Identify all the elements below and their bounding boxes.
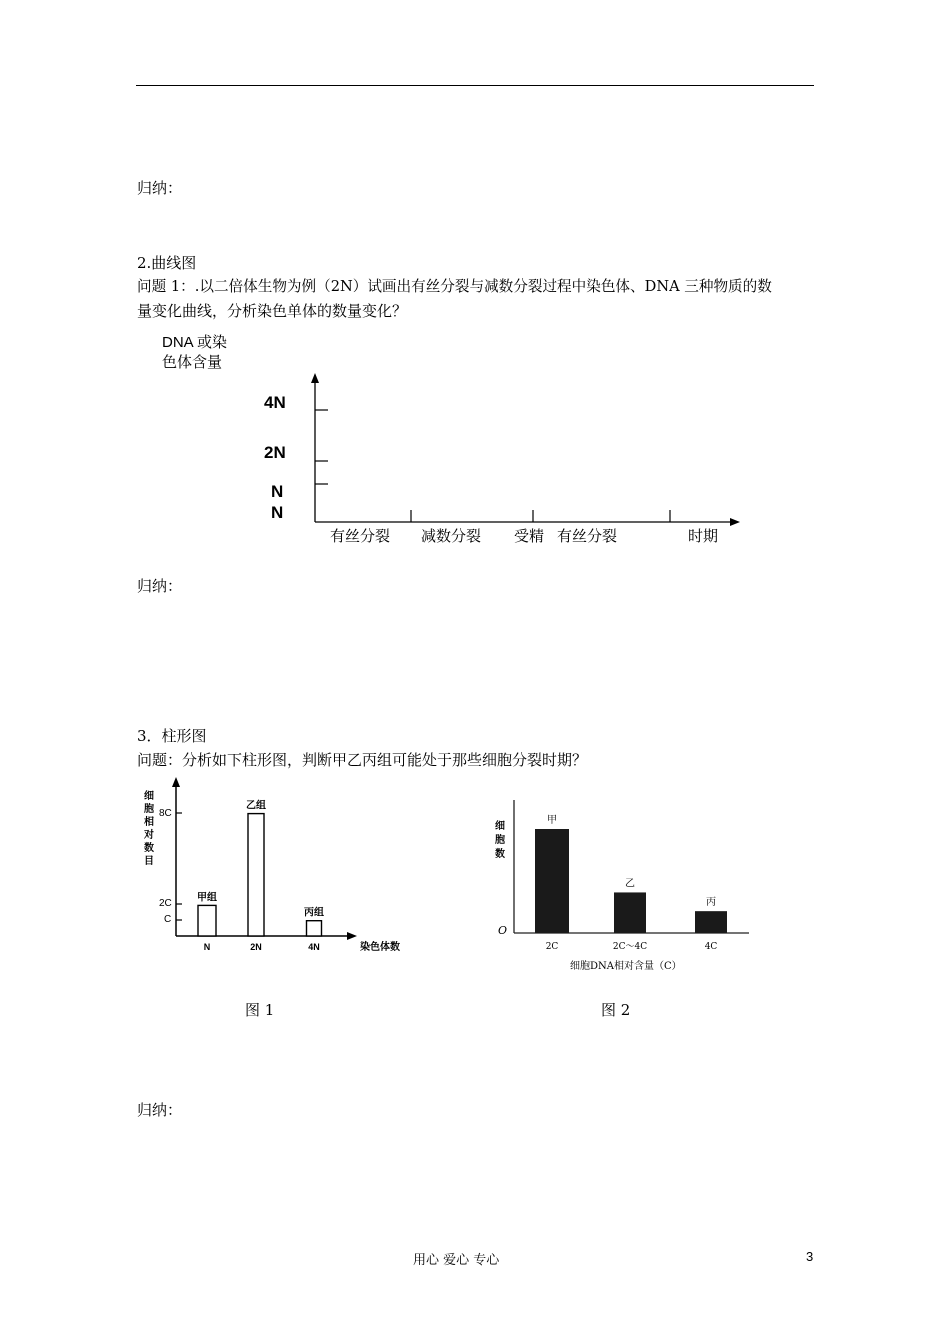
fig2-x-tick-label: 2C～4C [612, 942, 648, 952]
fig2-y-title-char: 细 [495, 821, 505, 832]
figure-1-caption: 图 1 [245, 1001, 275, 1019]
fig1-y-tick-2c: 2C [159, 898, 172, 909]
fig1-x-tick-label: 4N [308, 942, 320, 952]
fig1-bar-label: 丙组 [304, 907, 324, 919]
curve-x-label-mitosis-1: 有丝分裂 [330, 527, 391, 545]
fig2-y-title [495, 820, 507, 862]
fig1-y-title-char: 胞 [144, 804, 154, 815]
fig1-x-tick-label: 2N [250, 942, 262, 952]
fig1-y-tick-8c: 8C [159, 808, 172, 819]
page-number: 3 [806, 1249, 814, 1264]
fig1-x-tick-label: N [203, 942, 211, 952]
fig2-bar [535, 829, 569, 933]
footer-slogan: 用心 爱心 专心 [413, 1253, 500, 1268]
fig1-y-tick-c: C [164, 914, 172, 925]
curve-y-tick-n-2: N [271, 503, 284, 522]
question-3: 问题：分析如下柱形图，判断甲乙丙组可能处于那些细胞分裂时期？ [137, 751, 588, 769]
fig2-y-title-char: 数 [495, 849, 505, 860]
figure-2-caption: 图 2 [601, 1001, 631, 1019]
fig2-bar-label: 丙 [706, 897, 716, 909]
fig1-x-title: 染色体数 [360, 942, 400, 953]
fig1-y-title-char: 目 [144, 856, 154, 867]
fig2-bar-label: 甲 [547, 815, 557, 826]
curve-y-tick-4n: 4N [264, 393, 286, 412]
curve-x-label-mitosis-2: 有丝分裂 [557, 527, 618, 545]
curve-y-tick-2n: 2N [264, 443, 286, 462]
fig2-bar [695, 911, 727, 933]
fig1-y-title-char: 相 [144, 817, 154, 828]
fig2-x-tick-label: 2C [545, 942, 559, 952]
curve-y-title-line-1: DNA 或染 [162, 334, 228, 351]
summary-label-2: 归纳： [137, 577, 183, 595]
fig1-y-title-char: 数 [144, 843, 154, 854]
fig2-bar-label: 乙 [625, 878, 635, 890]
fig1-bar-label: 甲组 [197, 892, 217, 904]
summary-label-1: 归纳： [137, 179, 183, 197]
fig2-x-tick-label: 4C [704, 942, 718, 952]
fig2-bar [614, 892, 646, 933]
question-1-line-2: 量变化曲线，分析染色单体的数量变化？ [137, 302, 408, 320]
question-1-line-1: 问题 1：.以二倍体生物为例（2N）试画出有丝分裂与减数分裂过程中染色体、DNA 三种物质的数 [137, 278, 772, 295]
fig2-x-title: 细胞DNA相对含量（C） [570, 961, 682, 972]
curve-x-label-fertilization: 受精 [514, 527, 545, 545]
fig1-y-title-char: 细 [144, 791, 154, 802]
fig1-y-title-char: 对 [144, 830, 154, 841]
curve-y-title-line-2: 色体含量 [162, 354, 223, 371]
curve-x-label-meiosis: 减数分裂 [421, 527, 482, 545]
fig1-bar-label: 乙组 [246, 800, 266, 812]
curve-x-label-period: 时期 [688, 527, 719, 545]
fig2-y-title-char: 胞 [495, 835, 505, 846]
section-2-heading: 2.曲线图 [137, 254, 197, 272]
curve-y-tick-n-1: N [271, 482, 284, 501]
section-3-heading: 3．柱形图 [137, 727, 207, 745]
fig2-origin-label: O [498, 924, 508, 937]
summary-label-3: 归纳： [137, 1101, 183, 1119]
